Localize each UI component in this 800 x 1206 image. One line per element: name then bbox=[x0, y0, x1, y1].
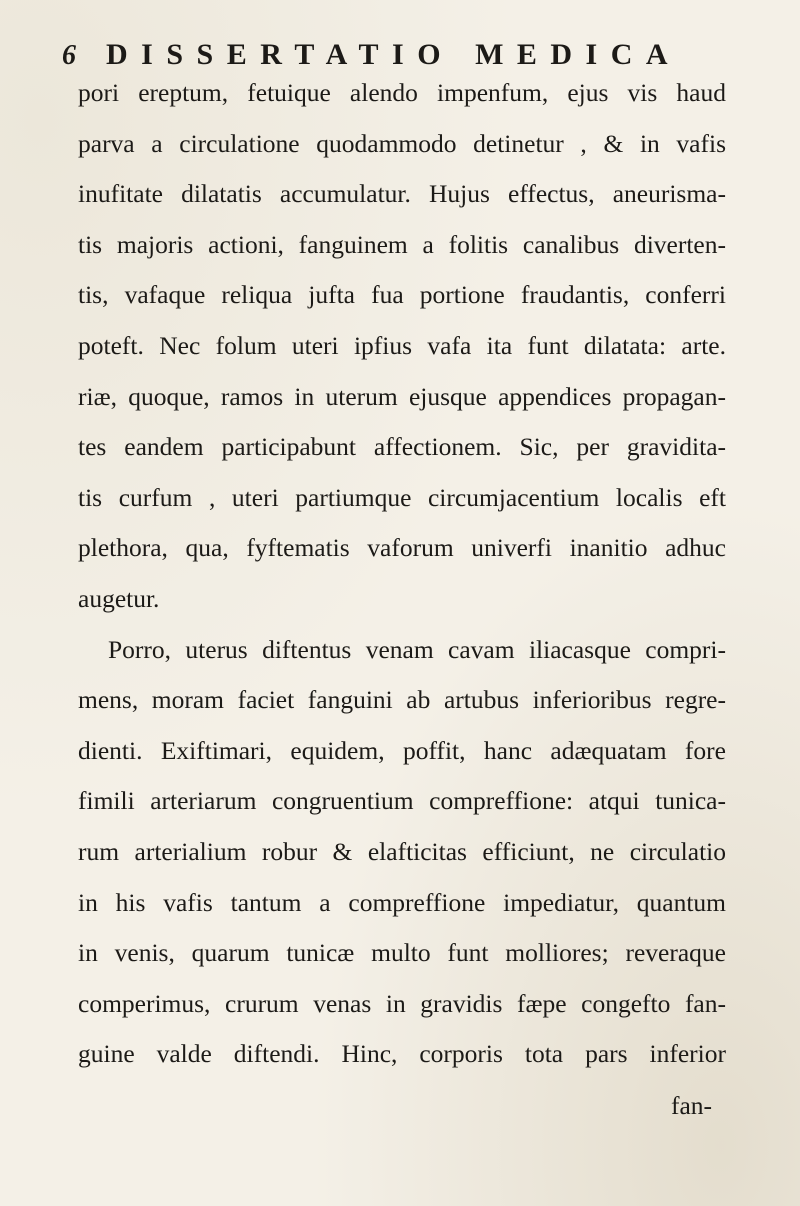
text-line: augetur. bbox=[78, 583, 160, 613]
text-line: in his vafis tantum a compreffione impediatur, quantum bbox=[78, 887, 726, 917]
text-line: riæ, quoque, ramos in uterum ejusque appendices propagan- bbox=[78, 381, 726, 411]
text-line: tis majoris actioni, fanguinem a folitis canalibus diverten- bbox=[78, 229, 726, 259]
running-head: DISSERTATIO MEDICA bbox=[106, 38, 682, 71]
catchword: fan- bbox=[671, 1091, 713, 1120]
text-line: tes eandem participabunt affectionem. Sic, per gravidita- bbox=[78, 432, 726, 462]
text-line: pori ereptum, fetuique alendo impenfum, ejus vis haud bbox=[78, 78, 726, 107]
text-line: rum arterialium robur & elafticitas efficiunt, ne circulatio bbox=[78, 836, 726, 866]
text-line: parva a circulatione quodammodo detinetur , & in vafis bbox=[78, 128, 726, 158]
text-line: plethora, qua, fyftematis vaforum univerfi inanitio adhuc bbox=[78, 533, 726, 563]
text-line: tis, vafaque reliqua jufta fua portione fraudantis, conferri bbox=[78, 280, 726, 310]
text-line: Porro, uterus diftentus venam cavam iliacasque compri- bbox=[108, 634, 726, 664]
text-line: comperimus, crurum venas in gravidis fæpe congefto fan- bbox=[78, 988, 726, 1018]
text-line: guine valde diftendi. Hinc, corporis tota pars inferior bbox=[78, 1039, 726, 1069]
text-line: inufitate dilatatis accumulatur. Hujus effectus, aneurisma- bbox=[78, 179, 726, 209]
text-line: dienti. Exiftimari, equidem, poffit, hanc adæquatam fore bbox=[78, 735, 726, 765]
text-line: poteft. Nec folum uteri ipfius vafa ita funt dilatata: arte. bbox=[78, 330, 726, 360]
page-number: 6 bbox=[62, 40, 76, 71]
text-line: tis curfum , uteri partiumque circumjacentium localis eft bbox=[78, 482, 726, 512]
text-line: fimili arteriarum congruentium compreffione: atqui tunica- bbox=[78, 786, 726, 816]
text-line: in venis, quarum tunicæ multo funt molliores; reveraque bbox=[78, 938, 726, 968]
text-line: mens, moram faciet fanguini ab artubus inferioribus regre- bbox=[78, 685, 726, 715]
body-text bbox=[78, 68, 726, 1080]
